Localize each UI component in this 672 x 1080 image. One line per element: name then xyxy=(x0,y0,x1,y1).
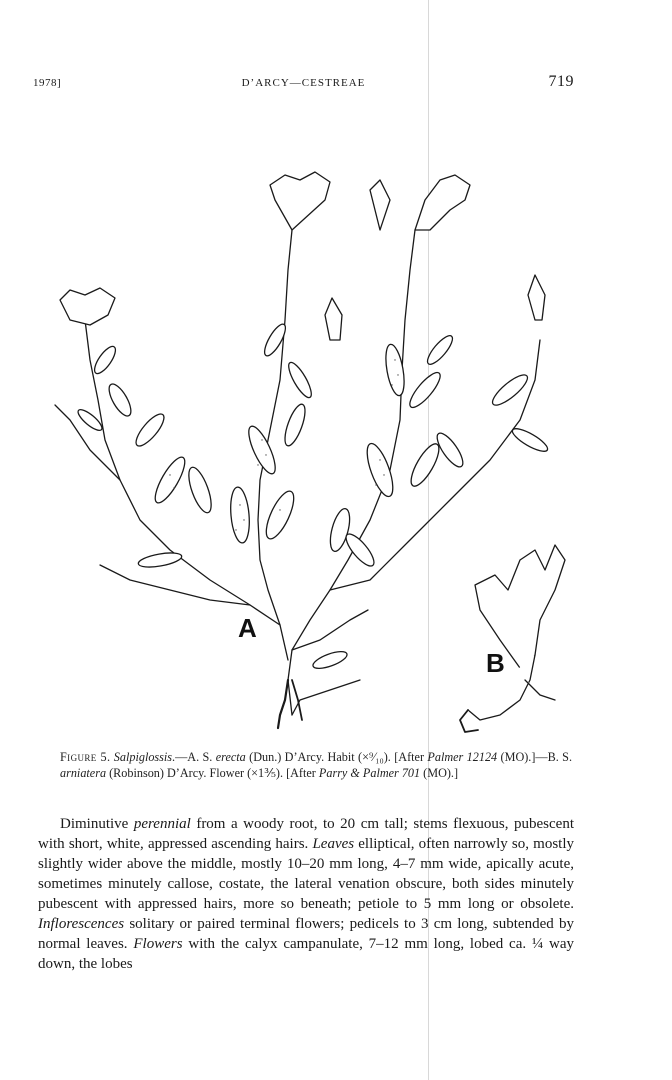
description-paragraph xyxy=(38,814,574,974)
running-head-title: D’ARCY—CESTREAE xyxy=(241,77,366,89)
figure-label-b: B xyxy=(486,648,505,678)
caption-text: (Robinson) D’Arcy. Flower (×1⅗). [After xyxy=(106,766,319,780)
botanical-figure xyxy=(30,120,590,740)
plant-illustration xyxy=(30,120,590,740)
caption-species-b: arniatera xyxy=(60,766,107,780)
caption-text: .—A. S. xyxy=(172,750,216,764)
page-number: 719 xyxy=(548,73,574,90)
body-text: elliptical, often narrowly so, mostly slightly wider above the middle, mostly 10–20 mm long, 4–7 mm wide, apically acute, sometimes minutely callose, costate, the lateral venation obscure, both sides minutely pubescent with appressed hairs, more so beneath; petiole to 5 mm long or obsolete. xyxy=(38,836,575,912)
body-text: solitary or paired terminal flowers; pedicels to 3 cm long, subtended by normal leaves. xyxy=(38,916,574,952)
caption-text: (MO).] xyxy=(420,766,459,780)
caption-collector-b: Parry & Palmer 701 xyxy=(318,766,421,780)
caption-figure-label: Figure 5. xyxy=(60,750,111,764)
figure-caption xyxy=(60,749,572,781)
body-text: with the calyx campanulate, 7–12 mm long, lobed ca. ¼ way down, the lobes xyxy=(38,936,575,972)
caption-collector-a: Palmer 12124 xyxy=(427,750,498,764)
term-flowers: Flowers xyxy=(133,936,183,952)
caption-text: (Dun.) D’Arcy. Habit (×⁹⁄₁₀). [After xyxy=(245,750,428,764)
body-text: Diminutive xyxy=(60,816,134,832)
term-leaves: Leaves xyxy=(312,836,355,852)
species-description xyxy=(38,814,574,974)
running-head xyxy=(33,74,574,92)
caption-text: (MO).]—B. S. xyxy=(497,750,572,764)
running-head-year: 1978] xyxy=(33,77,62,89)
figure-label-a: A xyxy=(238,613,257,643)
body-text: from a woody root, to 20 cm tall; stems flexuous, pubescent with short, white, appressed ascending hairs. xyxy=(38,816,575,852)
caption-genus: Salpiglossis xyxy=(113,750,173,764)
term-inflorescences: Inflorescences xyxy=(38,916,125,932)
caption-species-a: erecta xyxy=(215,750,246,764)
habit-a-drawing xyxy=(55,172,550,728)
flower-b-drawing xyxy=(460,545,565,732)
term-perennial: perennial xyxy=(133,816,191,832)
